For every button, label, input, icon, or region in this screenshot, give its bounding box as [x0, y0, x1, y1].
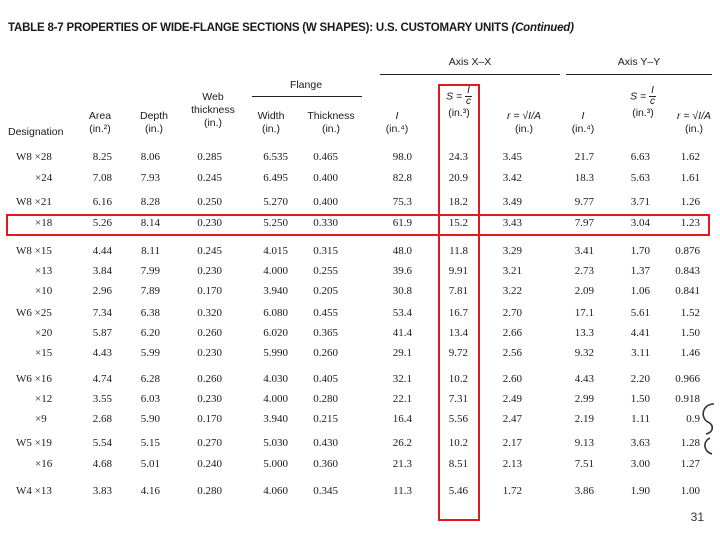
cell-rx: 2.66: [502, 327, 522, 339]
cell-ry: 1.61: [680, 172, 700, 184]
cell-rx: 2.60: [502, 373, 522, 385]
thickness-header: [302, 110, 360, 136]
cell-ix: 41.4: [392, 327, 412, 339]
cell-flange-width: 4.030: [263, 373, 288, 385]
cell-iy: 7.51: [574, 458, 594, 470]
cell-flange-width: 4.000: [263, 265, 288, 277]
axis-y-rule: [566, 74, 712, 75]
cell-web-thickness: 0.270: [197, 437, 222, 449]
cell-ix: 26.2: [392, 437, 412, 449]
cell-depth: 7.93: [140, 172, 160, 184]
cell-depth: 5.90: [140, 413, 160, 425]
cell-depth: 5.01: [140, 458, 160, 470]
cell-area: 5.87: [92, 327, 112, 339]
row-designation: W5 ×19: [16, 437, 52, 449]
cell-web-thickness: 0.230: [197, 217, 222, 229]
cell-flange-thickness: 0.315: [313, 245, 338, 257]
page-number: 31: [690, 510, 704, 524]
cell-flange-thickness: 0.405: [313, 373, 338, 385]
row-designation: ×15: [35, 347, 53, 359]
iy-unit: (in.⁴): [571, 123, 595, 135]
sx-denominator: c: [465, 96, 471, 107]
cell-web-thickness: 0.230: [197, 265, 222, 277]
cell-area: 7.34: [92, 307, 112, 319]
spiral-mark-icon: [696, 398, 716, 458]
cell-iy: 2.73: [574, 265, 594, 277]
cell-ix: 61.9: [392, 217, 412, 229]
cell-depth: 6.03: [140, 393, 160, 405]
cell-iy: 13.3: [574, 327, 594, 339]
iy-label: I: [581, 110, 585, 122]
cell-flange-thickness: 0.345: [313, 485, 338, 497]
cell-flange-thickness: 0.360: [313, 458, 338, 470]
row-designation: ×20: [35, 327, 53, 339]
cell-area: 4.68: [92, 458, 112, 470]
cell-ix: 82.8: [392, 172, 412, 184]
title-text: TABLE 8-7 PROPERTIES OF WIDE-FLANGE SECTIONS (W SHAPES): U.S. CUSTOMARY UNITS: [8, 22, 512, 34]
highlight-row-w8x18: [6, 214, 710, 236]
cell-ix: 11.3: [393, 485, 412, 497]
cell-iy: 3.41: [574, 245, 594, 257]
cell-sx: 24.3: [448, 151, 468, 163]
web-unit: (in.): [203, 117, 223, 129]
cell-web-thickness: 0.170: [197, 413, 222, 425]
cell-flange-thickness: 0.400: [313, 196, 338, 208]
cell-flange-thickness: 0.365: [313, 327, 338, 339]
web-header: [186, 91, 240, 130]
depth-header: [132, 110, 176, 136]
cell-depth: 8.28: [140, 196, 160, 208]
cell-area: 2.68: [92, 413, 112, 425]
designation-header: Designation: [8, 126, 64, 138]
cell-sy: 3.71: [630, 196, 650, 208]
cell-ix: 48.0: [392, 245, 412, 257]
sy-label: S =: [630, 90, 650, 103]
cell-web-thickness: 0.260: [197, 327, 222, 339]
ix-header: [380, 110, 414, 136]
cell-depth: 5.99: [140, 347, 160, 359]
cell-web-thickness: 0.285: [197, 151, 222, 163]
cell-iy: 21.7: [574, 151, 594, 163]
cell-ry: 1.00: [680, 485, 700, 497]
cell-ix: 29.1: [392, 347, 412, 359]
depth-label: Depth: [139, 110, 169, 122]
row-designation: ×18: [35, 217, 53, 229]
cell-iy: 3.86: [574, 485, 594, 497]
cell-ix: 98.0: [392, 151, 412, 163]
cell-rx: 2.17: [502, 437, 522, 449]
sy-unit: (in.³): [632, 107, 654, 119]
row-designation: ×12: [35, 393, 53, 405]
cell-web-thickness: 0.230: [197, 393, 222, 405]
cell-iy: 2.19: [574, 413, 594, 425]
cell-ry: 0.843: [675, 265, 700, 277]
cell-flange-width: 5.270: [263, 196, 288, 208]
cell-flange-width: 4.015: [263, 245, 288, 257]
cell-flange-width: 6.080: [263, 307, 288, 319]
cell-area: 2.96: [92, 285, 112, 297]
cell-depth: 4.16: [140, 485, 160, 497]
cell-iy: 2.09: [574, 285, 594, 297]
cell-sy: 1.50: [630, 393, 650, 405]
cell-web-thickness: 0.230: [197, 347, 222, 359]
cell-sx: 7.31: [448, 393, 468, 405]
cell-sy: 3.00: [630, 458, 650, 470]
row-designation: ×10: [35, 285, 53, 297]
cell-iy: 9.32: [574, 347, 594, 359]
cell-iy: 7.97: [574, 217, 594, 229]
sy-header: [620, 86, 666, 120]
cell-rx: 2.47: [502, 413, 522, 425]
cell-area: 7.08: [92, 172, 112, 184]
cell-ix: 21.3: [392, 458, 412, 470]
cell-rx: 3.43: [502, 217, 522, 229]
cell-depth: 6.28: [140, 373, 160, 385]
row-designation: ×9: [35, 413, 47, 425]
cell-area: 4.43: [92, 347, 112, 359]
cell-flange-thickness: 0.215: [313, 413, 338, 425]
cell-sy: 1.06: [630, 285, 650, 297]
cell-rx: 2.70: [502, 307, 522, 319]
cell-rx: 3.21: [502, 265, 522, 277]
row-designation: W8 ×21: [16, 196, 52, 208]
axis-x-rule: [380, 74, 560, 75]
cell-sx: 9.72: [448, 347, 468, 359]
sy-numerator: I: [651, 85, 654, 96]
row-designation: ×24: [35, 172, 53, 184]
cell-iy: 17.1: [574, 307, 594, 319]
cell-rx: 2.13: [502, 458, 522, 470]
cell-flange-width: 6.495: [263, 172, 288, 184]
cell-flange-thickness: 0.330: [313, 217, 338, 229]
cell-ry: 1.26: [680, 196, 700, 208]
rx-label: r = √I/A: [506, 110, 542, 122]
cell-sx: 16.7: [448, 307, 468, 319]
cell-area: 5.54: [92, 437, 112, 449]
cell-rx: 3.29: [502, 245, 522, 257]
cell-sy: 1.70: [630, 245, 650, 257]
cell-depth: 6.20: [140, 327, 160, 339]
row-designation: W6 ×25: [16, 307, 52, 319]
cell-ry: 0.9: [686, 413, 700, 425]
cell-sx: 10.2: [448, 437, 468, 449]
cell-ry: 0.966: [675, 373, 700, 385]
cell-rx: 2.49: [502, 393, 522, 405]
thickness-label: Thickness: [307, 110, 355, 122]
cell-ix: 75.3: [392, 196, 412, 208]
sx-unit: (in.³): [448, 107, 470, 119]
cell-web-thickness: 0.280: [197, 485, 222, 497]
cell-flange-width: 5.000: [263, 458, 288, 470]
cell-sy: 3.04: [630, 217, 650, 229]
ix-unit: (in.⁴): [385, 123, 409, 135]
cell-ry: 1.23: [680, 217, 700, 229]
cell-web-thickness: 0.260: [197, 373, 222, 385]
highlight-column-sx: [438, 84, 480, 521]
cell-iy: 4.43: [574, 373, 594, 385]
cell-depth: 8.14: [140, 217, 160, 229]
iy-header: [566, 110, 600, 136]
flange-header: Flange: [289, 79, 323, 91]
sy-denominator: c: [649, 96, 655, 107]
cell-web-thickness: 0.245: [197, 245, 222, 257]
cell-sy: 3.63: [630, 437, 650, 449]
cell-flange-thickness: 0.465: [313, 151, 338, 163]
ry-header: [672, 110, 716, 136]
cell-ix: 22.1: [392, 393, 412, 405]
cell-area: 3.84: [92, 265, 112, 277]
cell-sy: 1.11: [631, 413, 650, 425]
cell-sy: 6.63: [630, 151, 650, 163]
cell-flange-width: 6.535: [263, 151, 288, 163]
width-label: Width: [257, 110, 285, 122]
cell-ry: 0.876: [675, 245, 700, 257]
sx-numerator: I: [467, 85, 470, 96]
web-label-2: thickness: [191, 104, 235, 116]
cell-rx: 2.56: [502, 347, 522, 359]
row-designation: ×16: [35, 458, 53, 470]
row-designation: W4 ×13: [16, 485, 52, 497]
ry-label: r = √I/A: [676, 110, 712, 122]
cell-sx: 18.2: [448, 196, 468, 208]
area-label: Area: [88, 110, 112, 122]
cell-flange-width: 5.030: [263, 437, 288, 449]
cell-flange-width: 5.990: [263, 347, 288, 359]
axis-y-header: Axis Y–Y: [617, 56, 661, 68]
rx-header: [494, 110, 554, 136]
cell-depth: 6.38: [140, 307, 160, 319]
cell-web-thickness: 0.320: [197, 307, 222, 319]
cell-sy: 2.20: [630, 373, 650, 385]
cell-sx: 8.51: [448, 458, 468, 470]
cell-sx: 9.91: [448, 265, 468, 277]
cell-web-thickness: 0.245: [197, 172, 222, 184]
cell-flange-thickness: 0.280: [313, 393, 338, 405]
axis-x-header: Axis X–X: [448, 56, 492, 68]
sy-fraction: [649, 86, 656, 107]
cell-rx: 3.49: [502, 196, 522, 208]
table-title: [8, 22, 574, 34]
area-unit: (in.²): [89, 123, 111, 135]
cell-flange-width: 4.000: [263, 393, 288, 405]
cell-sx: 10.2: [448, 373, 468, 385]
cell-flange-width: 5.250: [263, 217, 288, 229]
thickness-unit: (in.): [321, 123, 341, 135]
cell-ry: 1.62: [680, 151, 700, 163]
cell-web-thickness: 0.240: [197, 458, 222, 470]
row-designation: W6 ×16: [16, 373, 52, 385]
cell-area: 8.25: [92, 151, 112, 163]
cell-sx: 13.4: [448, 327, 468, 339]
cell-ix: 32.1: [392, 373, 412, 385]
title-continued: (Continued): [511, 22, 574, 34]
cell-sy: 1.90: [630, 485, 650, 497]
cell-area: 3.83: [92, 485, 112, 497]
cell-flange-thickness: 0.455: [313, 307, 338, 319]
row-designation: W8 ×28: [16, 151, 52, 163]
cell-area: 4.44: [92, 245, 112, 257]
cell-flange-thickness: 0.430: [313, 437, 338, 449]
cell-flange-thickness: 0.400: [313, 172, 338, 184]
sx-label: S =: [446, 90, 466, 103]
cell-sx: 5.56: [448, 413, 468, 425]
cell-sy: 5.63: [630, 172, 650, 184]
cell-sy: 5.61: [630, 307, 650, 319]
cell-sx: 20.9: [448, 172, 468, 184]
cell-ry: 1.46: [680, 347, 700, 359]
cell-iy: 2.99: [574, 393, 594, 405]
ix-label: I: [395, 110, 399, 122]
cell-ix: 16.4: [392, 413, 412, 425]
cell-flange-width: 4.060: [263, 485, 288, 497]
ry-unit: (in.): [684, 123, 704, 135]
cell-iy: 9.13: [574, 437, 594, 449]
cell-iy: 9.77: [574, 196, 594, 208]
cell-iy: 18.3: [574, 172, 594, 184]
cell-sy: 3.11: [631, 347, 650, 359]
cell-web-thickness: 0.170: [197, 285, 222, 297]
cell-depth: 8.06: [140, 151, 160, 163]
area-header: [80, 110, 120, 136]
row-designation: ×13: [35, 265, 53, 277]
depth-unit: (in.): [144, 123, 164, 135]
cell-sy: 1.37: [630, 265, 650, 277]
cell-flange-width: 3.940: [263, 285, 288, 297]
cell-area: 5.26: [92, 217, 112, 229]
cell-depth: 8.11: [141, 245, 160, 257]
cell-rx: 3.45: [502, 151, 522, 163]
cell-area: 4.74: [92, 373, 112, 385]
cell-ry: 1.27: [680, 458, 700, 470]
cell-rx: 3.42: [502, 172, 522, 184]
cell-web-thickness: 0.250: [197, 196, 222, 208]
cell-area: 3.55: [92, 393, 112, 405]
cell-depth: 7.99: [140, 265, 160, 277]
cell-ry: 1.28: [680, 437, 700, 449]
width-unit: (in.): [261, 123, 281, 135]
cell-ry: 1.50: [680, 327, 700, 339]
cell-ix: 30.8: [392, 285, 412, 297]
row-designation: W8 ×15: [16, 245, 52, 257]
cell-ix: 53.4: [392, 307, 412, 319]
cell-flange-width: 3.940: [263, 413, 288, 425]
cell-sx: 15.2: [448, 217, 468, 229]
web-label: Web: [202, 91, 224, 103]
cell-depth: 5.15: [140, 437, 160, 449]
cell-flange-width: 6.020: [263, 327, 288, 339]
cell-flange-thickness: 0.260: [313, 347, 338, 359]
cell-sx: 11.8: [449, 245, 468, 257]
cell-ry: 0.918: [675, 393, 700, 405]
cell-flange-thickness: 0.255: [313, 265, 338, 277]
cell-area: 6.16: [92, 196, 112, 208]
rx-unit: (in.): [514, 123, 534, 135]
cell-sx: 7.81: [448, 285, 468, 297]
cell-ry: 0.841: [675, 285, 700, 297]
cell-flange-thickness: 0.205: [313, 285, 338, 297]
width-header: [250, 110, 292, 136]
cell-sx: 5.46: [448, 485, 468, 497]
flange-rule: [252, 96, 362, 97]
cell-ry: 1.52: [680, 307, 700, 319]
cell-depth: 7.89: [140, 285, 160, 297]
cell-rx: 1.72: [502, 485, 522, 497]
cell-sy: 4.41: [630, 327, 650, 339]
cell-ix: 39.6: [392, 265, 412, 277]
cell-rx: 3.22: [502, 285, 522, 297]
